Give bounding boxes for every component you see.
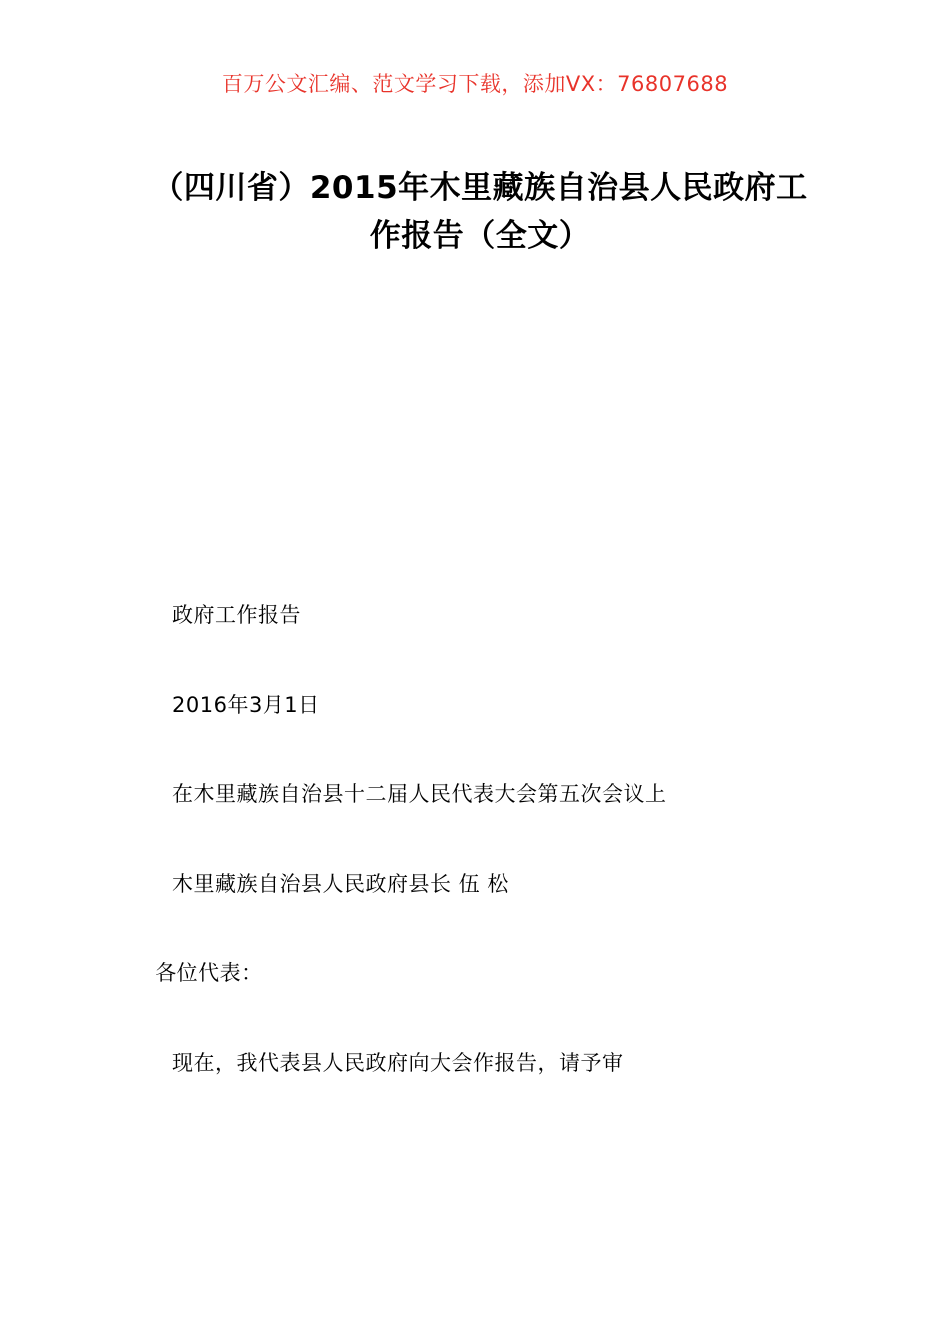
page-title: （四川省）2015年木里藏族自治县人民政府工作报告（全文） (152, 169, 808, 254)
paragraph-opening: 现在，我代表县人民政府向大会作报告，请予审 (172, 1050, 624, 1075)
paragraph-date: 2016年3月1日 (172, 692, 320, 717)
paragraph-occasion: 在木里藏族自治县十二届人民代表大会第五次会议上 (172, 782, 667, 806)
paragraph-report-heading: 政府工作报告 (172, 603, 301, 627)
watermark-promo-text: 百万公文汇编、范文学习下载，添加VX：76807688 (221, 72, 729, 96)
document-body (130, 600, 830, 1079)
paragraph-speaker: 木里藏族自治县人民政府县长 伍 松 (172, 871, 509, 896)
paragraph-salutation: 各位代表： (155, 961, 263, 985)
